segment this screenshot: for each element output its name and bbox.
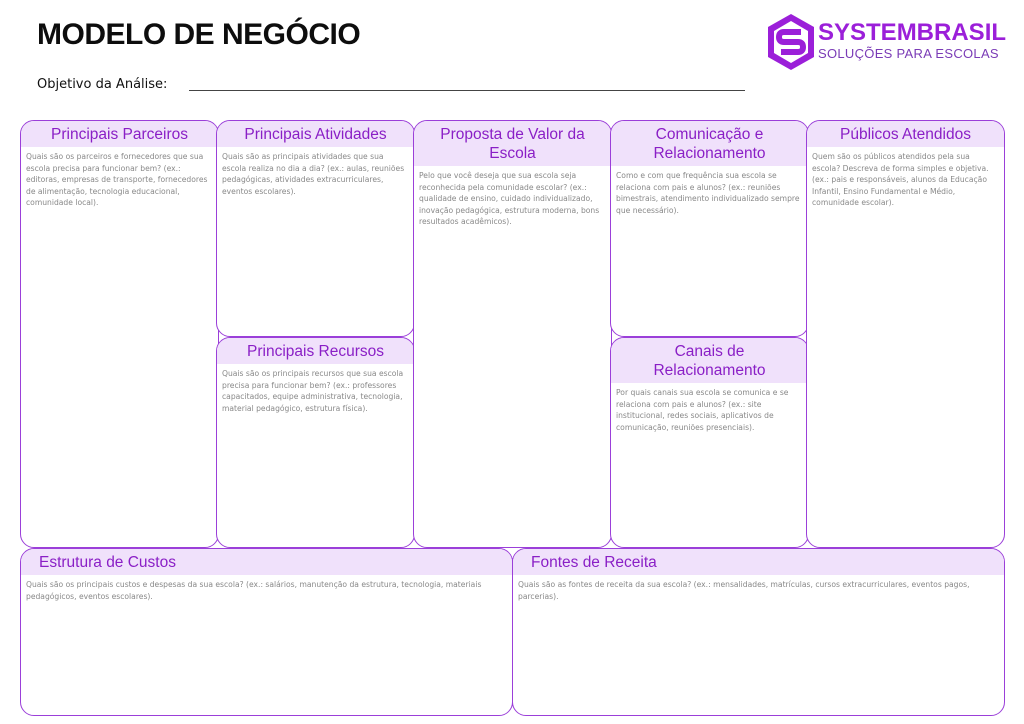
block-title: Principais Recursos xyxy=(217,338,414,364)
block-description: Quais são as principais atividades que sua escola realiza no dia a dia? (ex.: aulas, reuniões pedagógicas, atividades extracurriculares, eventos escolares). xyxy=(222,152,405,196)
block-description: Quais são os principais custos e despesas da sua escola? (ex.: salários, manutenção da estrutura, tecnologia, materiais pedagógicos, eventos escolares). xyxy=(26,580,482,601)
block-principais-recursos[interactable] xyxy=(216,337,415,548)
block-description: Quais são os parceiros e fornecedores que sua escola precisa para funcionar bem? (ex.: editoras, empresas de transporte, fornecedores de alimentação, tecnologia educacional, comunidade local). xyxy=(26,152,208,207)
block-title: Fontes de Receita xyxy=(513,549,1004,575)
block-canais-relacionamento[interactable] xyxy=(610,337,809,548)
block-proposta-de-valor[interactable] xyxy=(413,120,612,548)
objective-input-line[interactable] xyxy=(189,90,745,91)
block-comunicacao-relacionamento[interactable] xyxy=(610,120,809,337)
block-description: Quais são os principais recursos que sua escola precisa para funcionar bem? (ex.: professores capacitados, equipe administrativa, tecnologia, material pedagógico, estrutura física). xyxy=(222,369,404,413)
block-title: Canais de Relacionamento xyxy=(611,338,808,383)
block-title: Comunicação e Relacionamento xyxy=(611,121,808,166)
block-title: Principais Atividades xyxy=(217,121,414,147)
block-principais-parceiros[interactable] xyxy=(20,120,219,548)
objective-label: Objetivo da Análise: xyxy=(37,77,168,92)
logo xyxy=(766,12,1006,72)
hexagon-s-icon xyxy=(766,13,816,71)
block-title: Principais Parceiros xyxy=(21,121,218,147)
block-fontes-de-receita[interactable] xyxy=(512,548,1005,716)
block-description: Pelo que você deseja que sua escola seja reconhecida pela comunidade escolar? (ex.: qualidade de ensino, cuidado individualizado, inovação pedagógica, estrutura moderna, bons resultados acadêmicos). xyxy=(419,171,600,226)
page-title: MODELO DE NEGÓCIO xyxy=(37,18,361,51)
block-title: Públicos Atendidos xyxy=(807,121,1004,147)
block-description: Quais são as fontes de receita da sua escola? (ex.: mensalidades, matrículas, cursos extracurriculares, eventos pagos, parcerias). xyxy=(518,580,970,601)
logo-tagline: SOLUÇÕES PARA ESCOLAS xyxy=(818,46,999,61)
block-description: Como e com que frequência sua escola se relaciona com pais e alunos? (ex.: reuniões bimestrais, atendimento individualizado sempre que necessário). xyxy=(616,171,800,215)
block-description: Por quais canais sua escola se comunica e se relaciona com pais e alunos? (ex.: site institucional, redes sociais, aplicativos de comunicação, reuniões presenciais). xyxy=(616,388,789,432)
block-title: Proposta de Valor da Escola xyxy=(414,121,611,166)
block-estrutura-de-custos[interactable] xyxy=(20,548,513,716)
block-publicos-atendidos[interactable] xyxy=(806,120,1005,548)
logo-brand: SYSTEMBRASIL xyxy=(818,19,1007,46)
block-title: Estrutura de Custos xyxy=(21,549,512,575)
block-principais-atividades[interactable] xyxy=(216,120,415,337)
block-description: Quem são os públicos atendidos pela sua escola? Descreva de forma simples e objetiva. (ex.: pais e responsáveis, alunos da Educação Infantil, Ensino Fundamental e Médio, comunidade escolar). xyxy=(812,152,989,207)
